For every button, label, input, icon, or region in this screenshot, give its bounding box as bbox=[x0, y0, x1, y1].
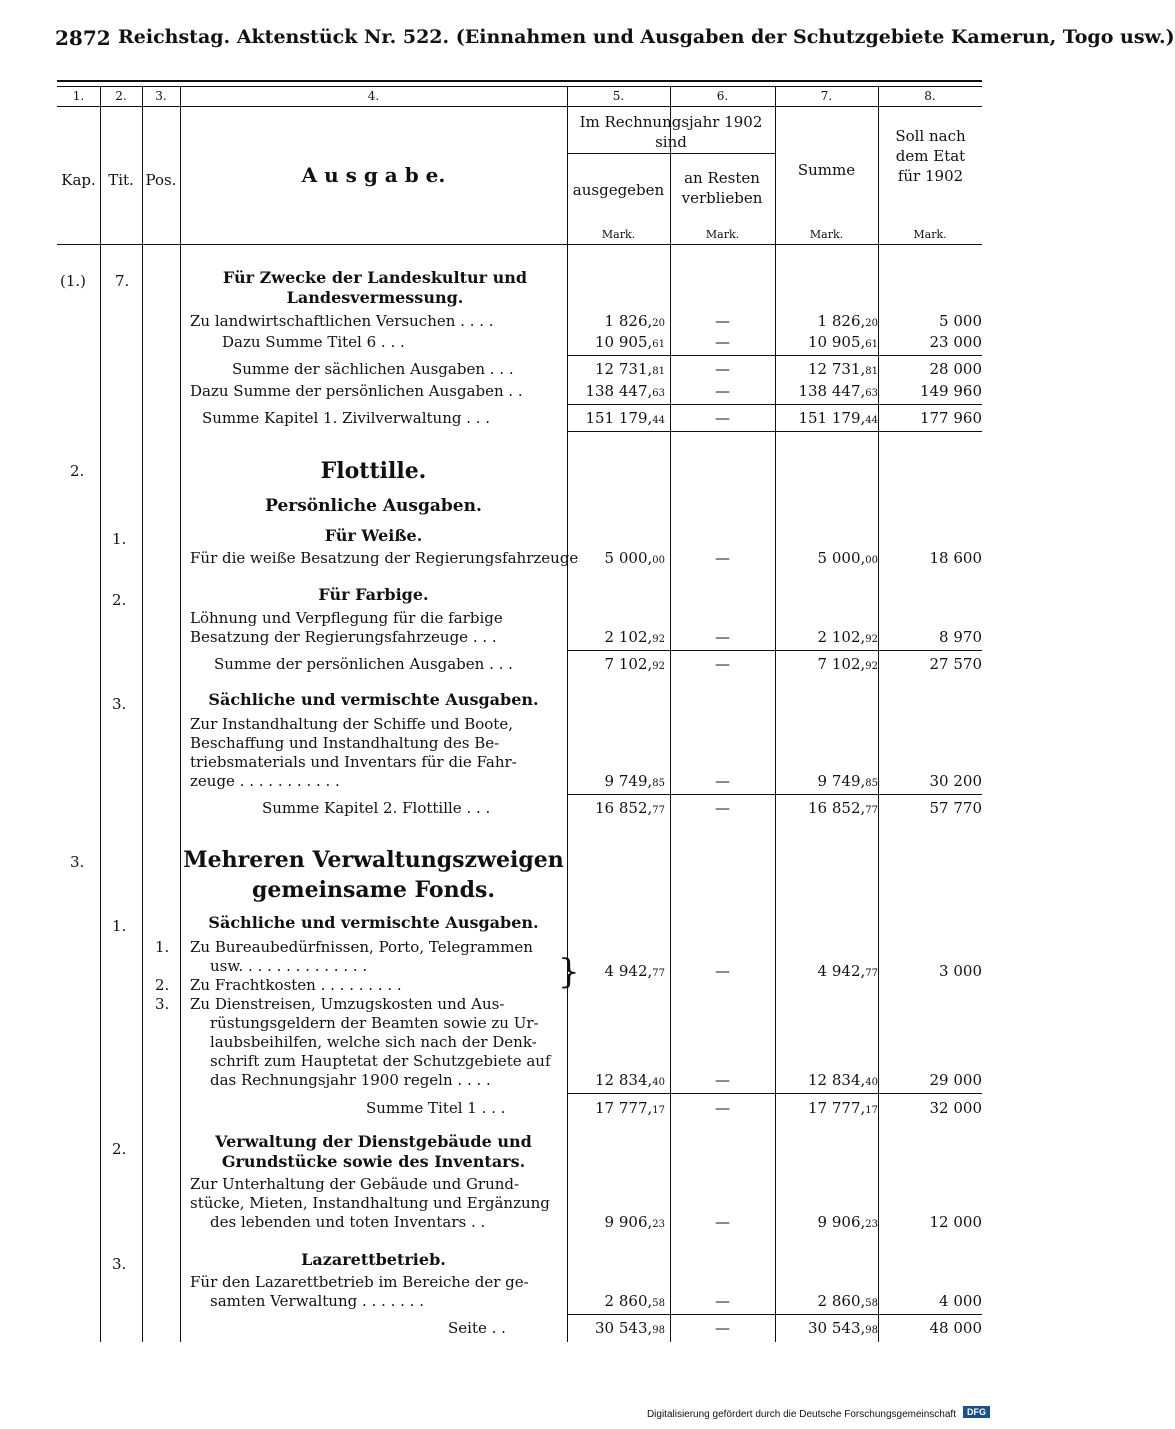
ausgegeben-value: 17 777,17 bbox=[595, 1099, 665, 1117]
ausgegeben-value: 2 860,58 bbox=[604, 1292, 665, 1310]
etat-value: 177 960 bbox=[919, 409, 982, 427]
row-text: Summe Kapitel 2. Flottille . . . bbox=[262, 799, 491, 817]
summe-value: 7 102,92 bbox=[817, 655, 878, 673]
col-number: 2. bbox=[115, 89, 127, 103]
sum-rule bbox=[567, 431, 982, 432]
pfennig-value: 20 bbox=[865, 318, 878, 329]
row-text: rüstungsgeldern der Beamten sowie zu Ur- bbox=[210, 1014, 539, 1032]
resten-dash: — bbox=[715, 1319, 730, 1337]
ausgegeben-value: 1 826,20 bbox=[604, 312, 665, 330]
header-summe: Summe bbox=[797, 161, 856, 179]
row-text: Für die weiße Besatzung der Regierungsfahrzeuge bbox=[190, 549, 579, 567]
row-text: Seite . . bbox=[448, 1319, 506, 1337]
col-divider bbox=[775, 87, 776, 1342]
ausgegeben-value: 9 749,85 bbox=[604, 772, 665, 790]
ausgegeben-value: 10 905,61 bbox=[595, 333, 665, 351]
etat-value: 28 000 bbox=[929, 360, 982, 378]
pfennig-value: 61 bbox=[865, 339, 878, 350]
row-text: Summe der persönlichen Ausgaben . . . bbox=[214, 655, 513, 673]
tit-number: 2. bbox=[112, 1140, 127, 1158]
pfennig-value: 44 bbox=[652, 415, 665, 426]
top-rule bbox=[57, 80, 982, 82]
pfennig-value: 77 bbox=[652, 805, 665, 816]
unit-mark: Mark. bbox=[601, 228, 636, 241]
etat-value: 18 600 bbox=[929, 549, 982, 567]
pfennig-value: 85 bbox=[865, 778, 878, 789]
pfennig-value: 92 bbox=[652, 634, 665, 645]
pfennig-value: 44 bbox=[865, 415, 878, 426]
col-number: 3. bbox=[155, 89, 167, 103]
section-heading: Für Zwecke der Landeskultur und Landesvermessung. bbox=[222, 268, 528, 307]
summe-value: 9 749,85 bbox=[817, 772, 878, 790]
row-text: usw. . . . . . . . . . . . . . bbox=[210, 957, 368, 975]
resten-dash: — bbox=[715, 1071, 730, 1089]
etat-value: 27 570 bbox=[929, 655, 982, 673]
pfennig-value: 98 bbox=[652, 1325, 665, 1336]
row-text: stücke, Mieten, Instandhaltung und Ergänzung bbox=[190, 1194, 550, 1212]
header-group: Im Rechnungsjahr 1902 sind bbox=[579, 113, 763, 151]
row-text: triebsmaterials und Inventars für die Fahr- bbox=[190, 753, 517, 771]
resten-dash: — bbox=[715, 1292, 730, 1310]
row-text: zeuge . . . . . . . . . . . bbox=[190, 772, 340, 790]
pfennig-value: 63 bbox=[865, 388, 878, 399]
header-ausgegeben: ausgegeben bbox=[572, 181, 665, 199]
etat-value: 48 000 bbox=[929, 1319, 982, 1337]
header-tit: Tit. bbox=[108, 171, 134, 189]
ausgegeben-value: 7 102,92 bbox=[604, 655, 665, 673]
pfennig-value: 92 bbox=[865, 661, 878, 672]
resten-dash: — bbox=[715, 333, 730, 351]
section-heading: Grundstücke sowie des Inventars. bbox=[221, 1152, 526, 1171]
summe-value: 5 000,00 bbox=[817, 549, 878, 567]
col-divider bbox=[100, 87, 101, 1342]
row-text: Summe Kapitel 1. Zivilverwaltung . . . bbox=[202, 409, 491, 427]
row-text: schrift zum Hauptetat der Schutzgebiete auf bbox=[210, 1052, 551, 1070]
row-text: Zu landwirtschaftlichen Versuchen . . . . bbox=[190, 312, 494, 330]
pfennig-value: 98 bbox=[865, 1325, 878, 1336]
pfennig-value: 23 bbox=[865, 1219, 878, 1230]
pfennig-value: 40 bbox=[652, 1077, 665, 1088]
pfennig-value: 00 bbox=[865, 555, 878, 566]
pfennig-value: 92 bbox=[652, 661, 665, 672]
section-heading: Für Weiße. bbox=[324, 526, 423, 545]
ausgegeben-value: 2 102,92 bbox=[604, 628, 665, 646]
resten-dash: — bbox=[715, 655, 730, 673]
pfennig-value: 81 bbox=[865, 366, 878, 377]
etat-value: 29 000 bbox=[929, 1071, 982, 1089]
ausgegeben-value: 12 731,81 bbox=[595, 360, 665, 378]
dfg-logo: DFG bbox=[963, 1406, 990, 1418]
summe-value: 17 777,17 bbox=[808, 1099, 878, 1117]
resten-dash: — bbox=[715, 799, 730, 817]
resten-dash: — bbox=[715, 772, 730, 790]
col-number: 1. bbox=[72, 89, 85, 103]
etat-value: 32 000 bbox=[929, 1099, 982, 1117]
col-divider bbox=[670, 87, 671, 1342]
pfennig-value: 40 bbox=[865, 1077, 878, 1088]
unit-mark: Mark. bbox=[705, 228, 740, 241]
colnum-rule bbox=[57, 106, 982, 107]
sum-rule bbox=[567, 794, 982, 795]
tit-number: 3. bbox=[112, 1255, 127, 1273]
summe-value: 9 906,23 bbox=[817, 1213, 878, 1231]
row-text: Besatzung der Regierungsfahrzeuge . . . bbox=[190, 628, 497, 646]
col-number: 8. bbox=[924, 89, 936, 103]
header-pos: Pos. bbox=[145, 171, 177, 189]
tit-number: 2. bbox=[112, 591, 127, 609]
summe-value: 2 860,58 bbox=[817, 1292, 878, 1310]
pfennig-value: 77 bbox=[652, 968, 665, 979]
ausgegeben-value: 5 000,00 bbox=[604, 549, 665, 567]
ausgegeben-value: 16 852,77 bbox=[595, 799, 665, 817]
row-text: Summe der sächlichen Ausgaben . . . bbox=[232, 360, 514, 378]
col-number: 4. bbox=[367, 89, 380, 103]
row-text: Summe Titel 1 . . . bbox=[366, 1099, 506, 1117]
resten-dash: — bbox=[715, 409, 730, 427]
top-rule-2 bbox=[57, 86, 982, 87]
brace-icon: } bbox=[558, 952, 580, 992]
subchapter-title: Persönliche Ausgaben. bbox=[265, 496, 482, 516]
header-resten: an Resten verblieben bbox=[681, 169, 763, 207]
resten-dash: — bbox=[715, 382, 730, 400]
pfennig-value: 77 bbox=[865, 968, 878, 979]
row-text: Zur Instandhaltung der Schiffe und Boote, bbox=[190, 715, 513, 733]
pfennig-value: 85 bbox=[652, 778, 665, 789]
page-title: Reichstag. Aktenstück Nr. 522. (Einnahmen und Ausgaben der Schutzgebiete Kamerun, Togo usw.) bbox=[118, 26, 1175, 48]
pos-number: 1. bbox=[155, 938, 170, 956]
chapter-title: gemeinsame Fonds. bbox=[251, 877, 496, 903]
tit-number: 3. bbox=[112, 695, 127, 713]
row-text: samten Verwaltung . . . . . . . bbox=[210, 1292, 424, 1310]
pfennig-value: 17 bbox=[652, 1105, 665, 1116]
pfennig-value: 58 bbox=[865, 1298, 878, 1309]
chapter-title: Mehreren Verwaltungszweigen bbox=[183, 847, 564, 873]
pos-number: 2. bbox=[155, 976, 170, 994]
resten-dash: — bbox=[715, 1099, 730, 1117]
etat-value: 4 000 bbox=[939, 1292, 982, 1310]
sum-rule bbox=[567, 650, 982, 651]
summe-value: 30 543,98 bbox=[808, 1319, 878, 1337]
row-text: des lebenden und toten Inventars . . bbox=[210, 1213, 486, 1231]
summe-value: 138 447,63 bbox=[798, 382, 878, 400]
pfennig-value: 81 bbox=[652, 366, 665, 377]
ausgegeben-value: 9 906,23 bbox=[604, 1213, 665, 1231]
etat-value: 8 970 bbox=[939, 628, 982, 646]
pos-number: 3. bbox=[155, 995, 170, 1013]
resten-dash: — bbox=[715, 1213, 730, 1231]
ausgegeben-value: 30 543,98 bbox=[595, 1319, 665, 1337]
sum-rule bbox=[567, 404, 982, 405]
unit-mark: Mark. bbox=[809, 228, 844, 241]
col-divider bbox=[878, 87, 879, 1342]
etat-value: 30 200 bbox=[929, 772, 982, 790]
summe-value: 12 834,40 bbox=[808, 1071, 878, 1089]
pfennig-value: 92 bbox=[865, 634, 878, 645]
sum-rule bbox=[567, 1314, 982, 1315]
row-text: Zu Bureaubedürfnissen, Porto, Telegrammen bbox=[190, 938, 533, 956]
pfennig-value: 61 bbox=[652, 339, 665, 350]
col-divider bbox=[142, 87, 143, 1342]
section-heading: Verwaltung der Dienstgebäude und bbox=[215, 1132, 532, 1151]
row-text: Zur Unterhaltung der Gebäude und Grund- bbox=[190, 1175, 520, 1193]
section-heading: Lazarettbetrieb. bbox=[301, 1250, 446, 1269]
etat-value: 149 960 bbox=[919, 382, 982, 400]
summe-value: 16 852,77 bbox=[808, 799, 878, 817]
resten-dash: — bbox=[715, 962, 730, 980]
ausgegeben-value: 151 179,44 bbox=[585, 409, 665, 427]
pfennig-value: 00 bbox=[652, 555, 665, 566]
resten-dash: — bbox=[715, 628, 730, 646]
summe-value: 151 179,44 bbox=[798, 409, 878, 427]
tit-number: 7. bbox=[115, 272, 130, 290]
tit-number: 1. bbox=[112, 917, 127, 935]
resten-dash: — bbox=[715, 549, 730, 567]
kap-number: 2. bbox=[70, 462, 85, 480]
row-text: Zu Frachtkosten . . . . . . . . . bbox=[190, 976, 402, 994]
resten-dash: — bbox=[715, 312, 730, 330]
page-number: 2872 bbox=[55, 26, 111, 50]
row-text: Dazu Summe Titel 6 . . . bbox=[222, 333, 405, 351]
group-rule bbox=[567, 153, 775, 154]
unit-mark: Mark. bbox=[913, 228, 947, 241]
col-number: 7. bbox=[820, 89, 833, 103]
sum-rule bbox=[567, 1093, 982, 1094]
col-divider bbox=[567, 87, 568, 1342]
chapter-title: Flottille. bbox=[320, 458, 427, 484]
summe-value: 12 731,81 bbox=[808, 360, 878, 378]
ausgegeben-value: 138 447,63 bbox=[585, 382, 665, 400]
pfennig-value: 17 bbox=[865, 1105, 878, 1116]
kap-number: (1.) bbox=[60, 272, 87, 290]
etat-value: 5 000 bbox=[939, 312, 982, 330]
section-heading: Für Farbige. bbox=[318, 585, 429, 604]
tit-number: 1. bbox=[112, 530, 127, 548]
etat-value: 23 000 bbox=[929, 333, 982, 351]
row-text: Dazu Summe der persönlichen Ausgaben . . bbox=[190, 382, 523, 400]
pfennig-value: 58 bbox=[652, 1298, 665, 1309]
etat-value: 12 000 bbox=[929, 1213, 982, 1231]
row-text: Für den Lazarettbetrieb im Bereiche der ge- bbox=[190, 1273, 529, 1291]
row-text: Zu Dienstreisen, Umzugskosten und Aus- bbox=[190, 995, 505, 1013]
summe-value: 4 942,77 bbox=[817, 962, 878, 980]
summe-value: 1 826,20 bbox=[817, 312, 878, 330]
pfennig-value: 20 bbox=[652, 318, 665, 329]
pfennig-value: 63 bbox=[652, 388, 665, 399]
row-text: laubsbeihilfen, welche sich nach der Denk- bbox=[210, 1033, 537, 1051]
ausgegeben-value: 4 942,77 bbox=[604, 962, 665, 980]
kap-number: 3. bbox=[70, 853, 85, 871]
pfennig-value: 77 bbox=[865, 805, 878, 816]
header-kap: Kap. bbox=[61, 171, 96, 189]
col-number: 6. bbox=[716, 89, 729, 103]
summe-value: 2 102,92 bbox=[817, 628, 878, 646]
section-heading: Sächliche und vermischte Ausgaben. bbox=[208, 913, 539, 932]
footer-text: Digitalisierung gefördert durch die Deutsche Forschungsgemeinschaft bbox=[646, 1409, 956, 1420]
etat-value: 3 000 bbox=[939, 962, 982, 980]
section-heading: Sächliche und vermischte Ausgaben. bbox=[208, 690, 539, 709]
summe-value: 10 905,61 bbox=[808, 333, 878, 351]
header-soll: Soll nach dem Etat für 1902 bbox=[895, 127, 966, 185]
header-rule bbox=[57, 244, 982, 245]
row-text: Beschaffung und Instandhaltung des Be- bbox=[190, 734, 500, 752]
etat-value: 57 770 bbox=[929, 799, 982, 817]
sum-rule bbox=[567, 355, 982, 356]
row-text: das Rechnungsjahr 1900 regeln . . . . bbox=[210, 1071, 491, 1089]
row-text: Löhnung und Verpflegung für die farbige bbox=[190, 609, 503, 627]
header-ausgabe: A u s g a b e. bbox=[301, 163, 446, 187]
col-number: 5. bbox=[612, 89, 625, 103]
pfennig-value: 23 bbox=[652, 1219, 665, 1230]
ausgegeben-value: 12 834,40 bbox=[595, 1071, 665, 1089]
resten-dash: — bbox=[715, 360, 730, 378]
